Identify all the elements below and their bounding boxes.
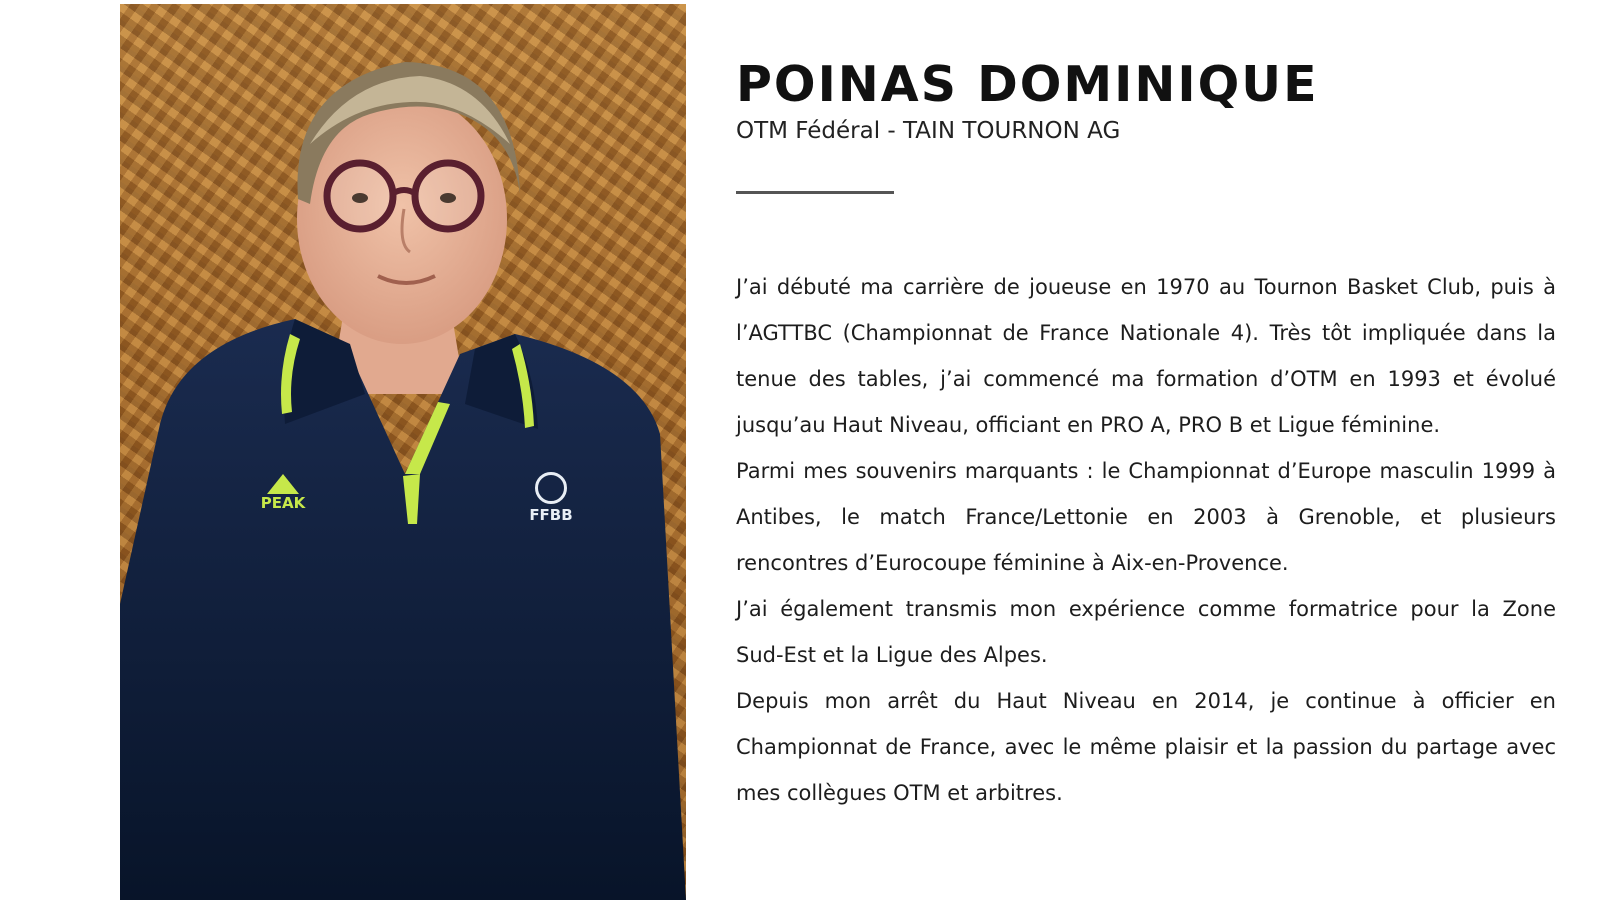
portrait-illustration	[120, 4, 686, 900]
bio-text	[736, 264, 1556, 816]
bio-paragraph: J’ai débuté ma carrière de joueuse en 1970 au Tournon Basket Club, puis à l’AGTTBC (Championnat de France Nationale 4). Très tôt impliquée dans la tenue des tables, j’ai commencé ma formation d’OTM en 1993 et évolué jusqu’au Haut Niveau, officiant en PRO A, PRO B et Ligue féminine.	[736, 274, 1556, 437]
bio-paragraph: Depuis mon arrêt du Haut Niveau en 2014, je continue à officier en Championnat de France, avec le même plaisir et la passion du partage avec mes collègues OTM et arbitres.	[736, 688, 1556, 805]
profile-role: OTM Fédéral - TAIN TOURNON AG	[736, 117, 1121, 144]
peak-logo-text: PEAK	[260, 494, 306, 512]
peak-logo	[248, 474, 318, 512]
bio-paragraph: Parmi mes souvenirs marquants : le Championnat d’Europe masculin 1999 à Antibes, le match France/Lettonie en 2003 à Grenoble, et plusieurs rencontres d’Eurocoupe féminine à Aix-en-Provence.	[736, 458, 1556, 575]
profile-name: POINAS DOMINIQUE	[736, 56, 1319, 113]
basketball-icon	[535, 472, 567, 504]
peak-triangle-icon	[267, 474, 299, 494]
portrait-photo	[120, 4, 686, 900]
ffbb-logo	[525, 472, 577, 524]
bio-paragraph: J’ai également transmis mon expérience comme formatrice pour la Zone Sud-Est et la Ligue des Alpes.	[736, 596, 1556, 667]
ffbb-logo-text: FFBB	[529, 506, 573, 524]
profile-text	[736, 58, 1556, 816]
divider-line	[736, 191, 894, 194]
